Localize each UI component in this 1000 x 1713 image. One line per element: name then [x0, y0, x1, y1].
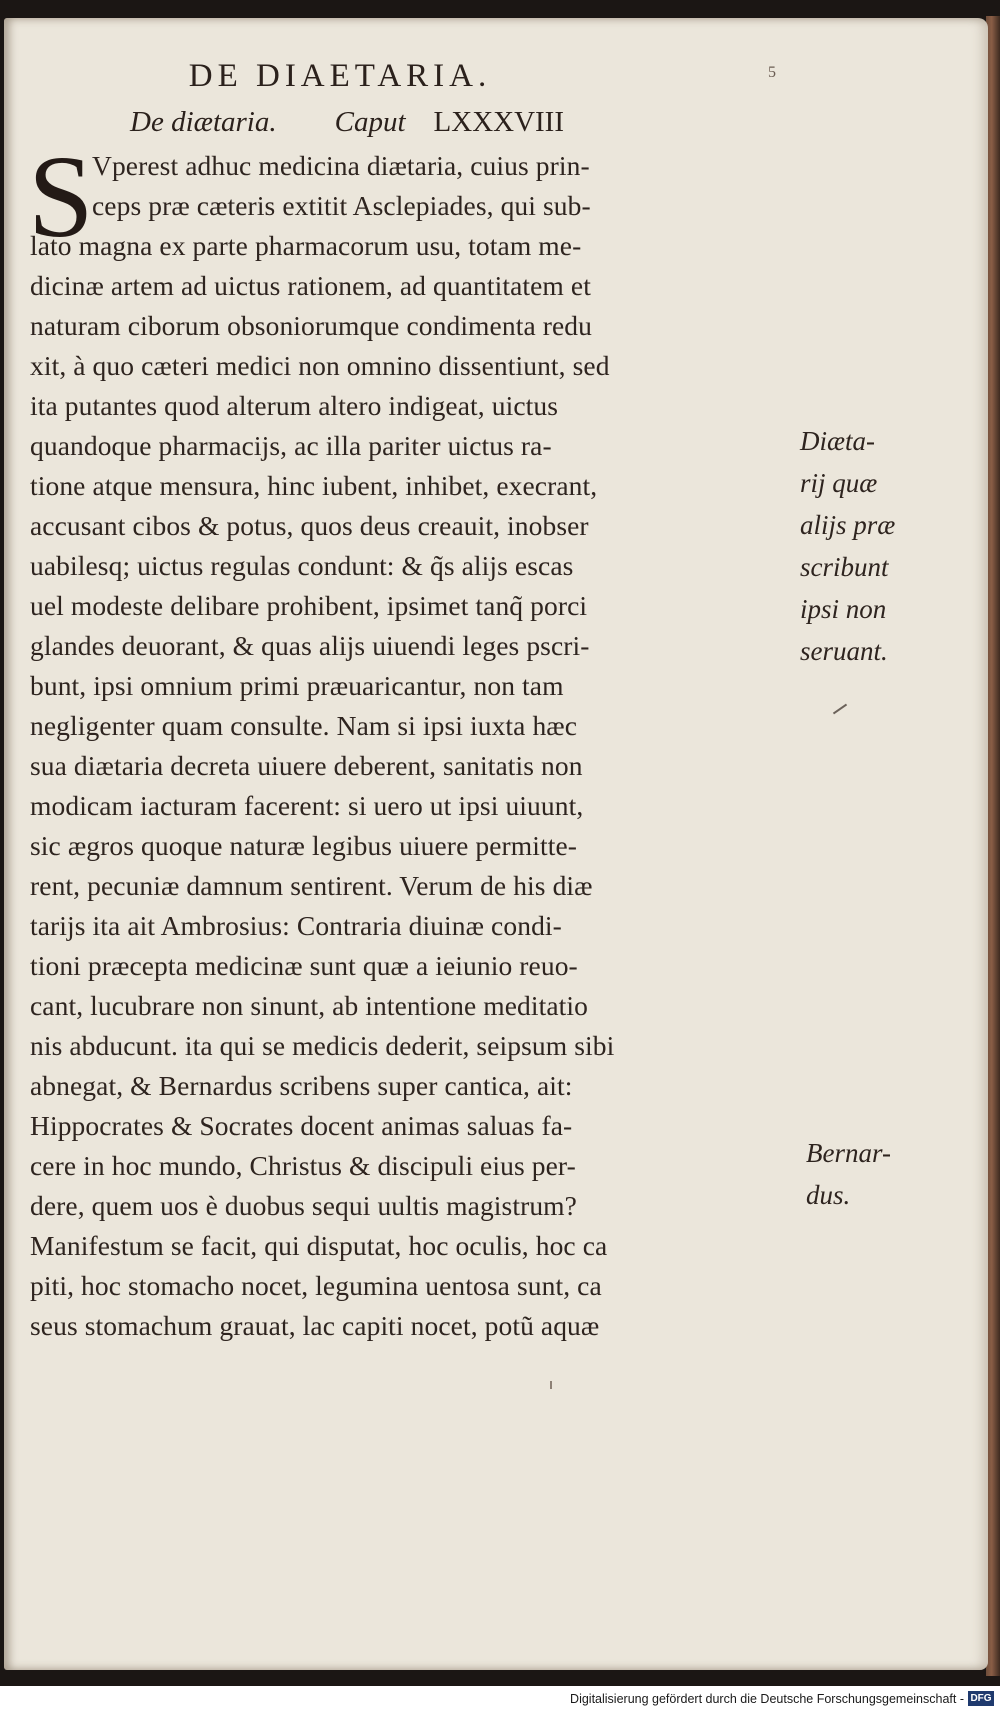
text-line: uabilesq; uictus regulas condunt: & q̃s alijs escas — [30, 550, 574, 581]
marginal-line: scribunt — [800, 552, 889, 582]
marginal-line: Diæta- — [800, 426, 876, 456]
text-line: xit, à quo cæteri medici non omnino dissentiunt, sed — [30, 350, 610, 381]
marginal-line: Bernar- — [806, 1138, 891, 1168]
text-line: modicam iacturam facerent: si uero ut ipsi uiuunt, — [30, 790, 584, 821]
text-line: quandoque pharmacijs, ac illa pariter uictus ra- — [30, 430, 552, 461]
chapter-label: De diætaria. — [130, 106, 277, 138]
text-line: Manifestum se facit, qui disputat, hoc oculis, hoc ca — [30, 1230, 608, 1261]
text-line: uel modeste delibare prohibent, ipsimet tanq̃ porci — [30, 590, 588, 621]
text-line: cant, lucubrare non sinunt, ab intentione meditatio — [30, 990, 588, 1021]
folio-mark: 5 — [768, 64, 776, 81]
text-line: dicinæ artem ad uictus rationem, ad quantitatem et — [30, 270, 591, 301]
marginal-line: rij quæ — [800, 468, 878, 498]
chapter-heading — [130, 106, 730, 139]
text-line: naturam ciborum obsoniorumque condimenta redu — [30, 310, 592, 341]
text-line: sua diætaria decreta uiuere deberent, sanitatis non — [30, 750, 583, 781]
text-line: dere, quem uos è duobus sequi uultis magistrum? — [30, 1190, 577, 1221]
marginal-line: ipsi non — [800, 594, 887, 624]
text-line: seus stomachum grauat, lac capiti nocet, potũ aquæ — [30, 1310, 600, 1341]
text-line: sic ægros quoque naturæ legibus uiuere permitte- — [30, 830, 578, 861]
text-line: nis abducunt. ita qui se medicis dederit, seipsum sibi — [30, 1030, 615, 1061]
running-head: DE DIAETARIA. — [188, 58, 492, 94]
funding-credit: Digitalisierung gefördert durch die Deutsche Forschungsgemeinschaft - — [570, 1692, 964, 1706]
text-line: glandes deuorant, & quas alijs uiuendi leges pscri- — [30, 630, 590, 661]
caput-word: Caput — [334, 106, 406, 138]
marginal-line: alijs præ — [800, 510, 896, 540]
marginal-line: dus. — [806, 1180, 851, 1210]
text-line: Vperest adhuc medicina diætaria, cuius prin- — [92, 150, 590, 181]
text-line: piti, hoc stomacho nocet, legumina uentosa sunt, ca — [30, 1270, 602, 1301]
marginal-line: seruant. — [800, 636, 888, 666]
text-line: accusant cibos & potus, quos deus creauit, inobser — [30, 510, 589, 541]
text-line: abnegat, & Bernardus scribens super cantica, ait: — [30, 1070, 573, 1101]
book-edge — [986, 16, 1000, 1676]
text-line: ceps præ cæteris extitit Asclepiades, qui sub- — [92, 190, 591, 221]
text-line: lato magna ex parte pharmacorum usu, totam me- — [30, 230, 582, 261]
chapter-number: LXXXVIII — [433, 106, 564, 138]
drop-cap: S — [28, 131, 94, 262]
text-line: tione atque mensura, hinc iubent, inhibet, execrant, — [30, 470, 598, 501]
text-line: rent, pecuniæ damnum sentirent. Verum de his diæ — [30, 870, 593, 901]
text-line: tarijs ita ait Ambrosius: Contraria diuinæ condi- — [30, 910, 562, 941]
text-line: cere in hoc mundo, Christus & discipuli eius per- — [30, 1150, 576, 1181]
paper-speck — [550, 1381, 552, 1389]
text-line: Hippocrates & Socrates docent animas saluas fa- — [30, 1110, 573, 1141]
text-line: negligenter quam consulte. Nam si ipsi iuxta hæc — [30, 710, 578, 741]
text-line: tioni præcepta medicinæ sunt quæ a ieiunio reuo- — [30, 950, 578, 981]
text-line: ita putantes quod alterum altero indigeat, uictus — [30, 390, 559, 421]
dfg-logo: DFG — [968, 1691, 994, 1706]
text-line: bunt, ipsi omnium primi præuaricantur, non tam — [30, 670, 564, 701]
